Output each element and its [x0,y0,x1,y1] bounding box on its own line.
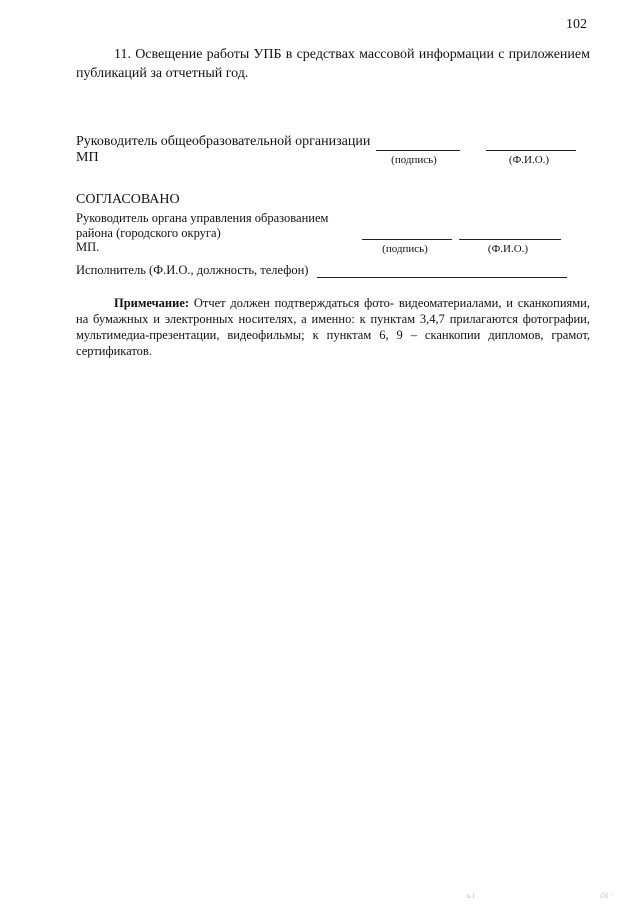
approval-signature-line [362,239,452,240]
note-paragraph [76,295,590,359]
approval-stamp: МП. [76,240,100,254]
head-name-line [486,150,576,151]
page-number: 102 [566,17,587,32]
head-signature-caption: (подпись) [391,154,437,166]
footer-mark-right: ı'ıï · [600,891,613,900]
approval-name-line [459,239,561,240]
head-stamp: МП [76,150,99,165]
executor-label: Исполнитель (Ф.И.О., должность, телефон) [76,263,309,277]
approval-title-line2: района (городского округа) [76,226,221,240]
approval-name-caption: (Ф.И.О.) [487,243,529,255]
executor-line [317,277,567,278]
note-text: Отчет должен подтверждаться фото- видеоматериалами, и сканкопиями, на бумажных и электронных носителях, а именно: к пунктам 3,4,7 прилагаются фотографии, мультимедиа-презентации, видеофильмы; к пунктам 6, 9 – сканкопии дипломов, грамот, сертификатов. [76,296,590,358]
head-title: Руководитель общеобразовательной организации [76,134,371,149]
item-11-paragraph [76,45,590,83]
note-label: Примечание: [114,296,190,310]
approval-heading: СОГЛАСОВАНО [76,192,180,207]
item-11-number: 11. [114,47,131,62]
item-11-text: Освещение работы УПБ в средствах массовой информации с приложением публикаций за отчетный год. [76,47,590,81]
head-signature-line [376,150,460,151]
footer-mark-left: ь і [467,891,475,900]
head-name-caption: (Ф.И.О.) [508,154,550,166]
approval-signature-caption: (подпись) [382,243,428,255]
approval-title-line1: Руководитель органа управления образованием [76,211,329,225]
